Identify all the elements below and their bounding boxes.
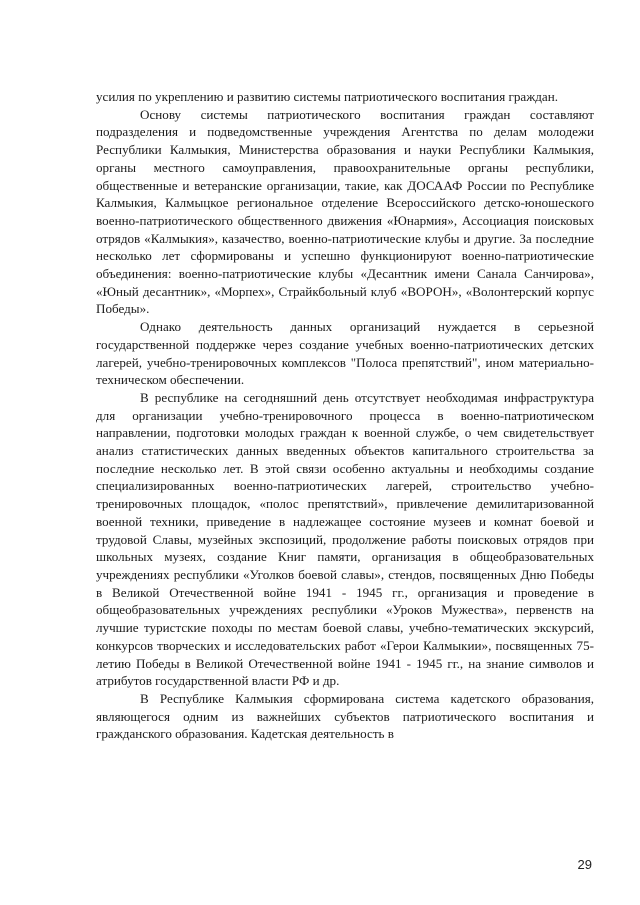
document-body [96, 88, 594, 743]
paragraph-continuation: усилия по укреплению и развитию системы патриотического воспитания граждан. [96, 89, 559, 104]
paragraph-infrastructure: В республике на сегодняшний день отсутствует необходимая инфраструктура для организации учебно-тренировочного процесса в военно-патриотическом направлении, подготовки молодых граждан к военной службе, о чем свидетельствует анализ статистических данных введенных объектов капитального строительства за последние несколько лет. В этой связи особенно актуальны и необходимы создание специализированных военно-патриотических лагерей, строительство учебно-тренировочных площадок, «полос препятствий», привлечение демилитаризованной военной техники, приведение в надлежащее состояние музеев и комнат боевой и трудовой Славы, музейных экспозиций, продолжение работы поисковых отрядов при школьных музеях, создание Книг памяти, организация в общеобразовательных учреждениях республики «Уголков боевой славы», стендов, посвященных Дню Победы в Великой Отечественной войне 1941 - 1945 гг., организация и проведение в общеобразовательных учреждениях республики «Уроков Мужества», первенств на лучшие туристские походы по местам боевой славы, учебно-тематических экскурсий, конкурсов творческих и исследовательских работ «Герои Калмыкии», посвященных 75-летию Победы в Великой Отечественной войне 1941 - 1945 гг., на знание символов и атрибутов государственной власти РФ и др. [96, 389, 594, 689]
page-number: 29 [577, 857, 592, 872]
paragraph-cadet-education: В Республике Калмыкия сформирована система кадетского образования, являющегося одним из важнейших субъектов патриотического воспитания и гражданского образования. Кадетская деятельность в [96, 690, 594, 742]
paragraph-state-support: Однако деятельность данных организаций нуждается в серьезной государственной поддержке через создание учебных военно-патриотических детских лагерей, учебно-тренировочных комплексов "Полоса препятствий", ином материально-техническом обеспечении. [96, 319, 594, 388]
paragraph-system-basis: Основу системы патриотического воспитания граждан составляют подразделения и подведомственные учреждения Агентства по делам молодежи Республики Калмыкия, Министерства образования и науки Республики Калмыкия, органы местного самоуправления, правоохранительные органы республики, общественные и ветеранские организации, такие, как ДОСААФ России по Республике Калмыкия, Калмыцкое региональное отделение Всероссийского детско-юношеского военно-патриотического общественного движения «Юнармия», Ассоциация поисковых отрядов «Калмыкия», казачество, военно-патриотические клубы и другие. За последние несколько лет сформированы и успешно функционируют военно-патриотические объединения: военно-патриотические клубы «Десантник имени Санала Санчирова», «Юный десантник», «Морпех», Страйкбольный клуб «ВОРОН», «Волонтерский корпус Победы». [96, 106, 594, 317]
